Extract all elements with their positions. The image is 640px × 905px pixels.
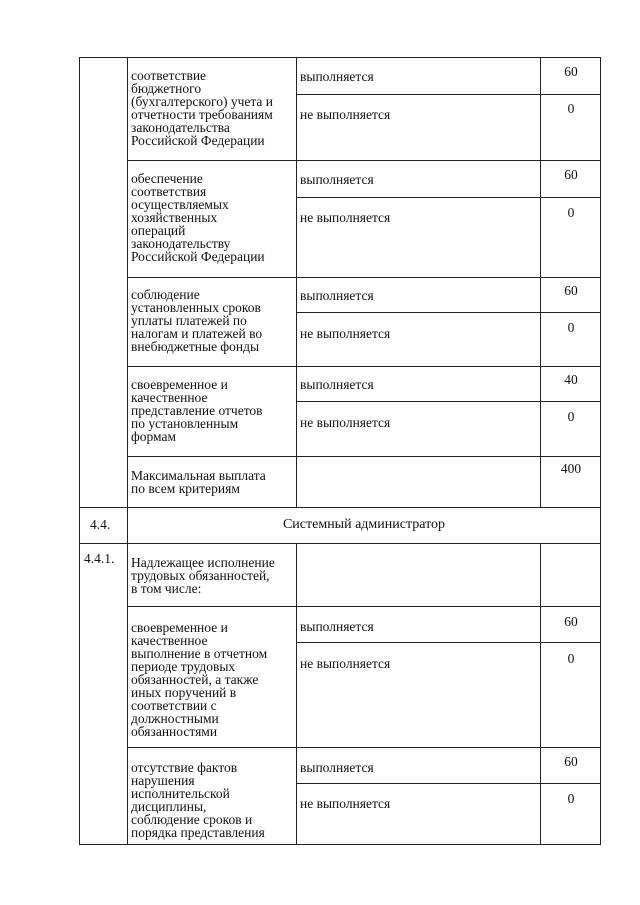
max-payment-label: Максимальная выплата по всем критериям	[131, 468, 266, 496]
points-no: 0	[567, 320, 575, 335]
status-yes: выполняется	[300, 619, 374, 634]
criterion-text: своевременное и качественное выполнение в отчетном периоде трудовых обязанностей, а также иных поручений в соответствии с должностными обязанностями	[131, 620, 268, 739]
status-yes: выполняется	[300, 288, 374, 303]
table-divider	[127, 747, 601, 748]
status-no: не выполняется	[300, 796, 391, 811]
criterion-text: соблюдение установленных сроков уплаты платежей по налогам и платежей во внебюджетные фонды	[131, 287, 263, 354]
table-divider	[296, 57, 297, 507]
status-yes: выполняется	[300, 377, 374, 392]
table-divider	[79, 543, 601, 544]
table-divider	[79, 507, 601, 508]
status-no: не выполняется	[300, 326, 391, 341]
section-number: 4.4.	[90, 517, 111, 532]
points-no: 0	[567, 651, 575, 666]
table-divider	[296, 94, 601, 95]
section-title: Системный администратор	[282, 517, 446, 532]
table-divider	[296, 312, 601, 313]
status-no: не выполняется	[300, 415, 391, 430]
subsection-title: Надлежащее исполнение трудовых обязанностей, в том числе:	[131, 555, 275, 596]
points-no: 0	[567, 409, 575, 424]
table-divider	[127, 606, 601, 607]
status-yes: выполняется	[300, 69, 374, 84]
status-no: не выполняется	[300, 210, 391, 225]
points-yes: 60	[564, 167, 578, 182]
max-payment-points: 400	[560, 461, 582, 476]
status-no: не выполняется	[300, 107, 391, 122]
criterion-text: обеспечение соответствия осуществляемых хозяйственных операций законодательству Российской Федерации	[131, 171, 265, 264]
table-divider	[127, 57, 128, 845]
points-yes: 60	[564, 283, 578, 298]
table-divider	[540, 57, 541, 507]
table-divider	[296, 783, 601, 784]
points-no: 0	[567, 101, 575, 116]
status-yes: выполняется	[300, 760, 374, 775]
points-yes: 60	[564, 64, 578, 79]
points-yes: 60	[564, 614, 578, 629]
table-divider	[296, 197, 601, 198]
table-divider	[127, 277, 601, 278]
table-divider	[296, 543, 297, 845]
criterion-text: соответствие бюджетного (бухгалтерского) учета и отчетности требованиям законодательства Российской Федерации	[131, 68, 274, 148]
subsection-number: 4.4.1.	[84, 551, 115, 566]
criterion-text: своевременное и качественное представление отчетов по установленным формам	[131, 377, 263, 444]
table-divider	[296, 642, 601, 643]
points-yes: 40	[564, 372, 578, 387]
table-divider	[296, 401, 601, 402]
table-divider	[127, 456, 601, 457]
table-divider	[127, 160, 601, 161]
status-no: не выполняется	[300, 656, 391, 671]
points-yes: 60	[564, 754, 578, 769]
points-no: 0	[567, 205, 575, 220]
points-no: 0	[567, 791, 575, 806]
table-divider	[127, 366, 601, 367]
status-yes: выполняется	[300, 172, 374, 187]
criterion-text: отсутствие фактов нарушения исполнительской дисциплины, соблюдение сроков и порядка представления	[131, 760, 265, 840]
